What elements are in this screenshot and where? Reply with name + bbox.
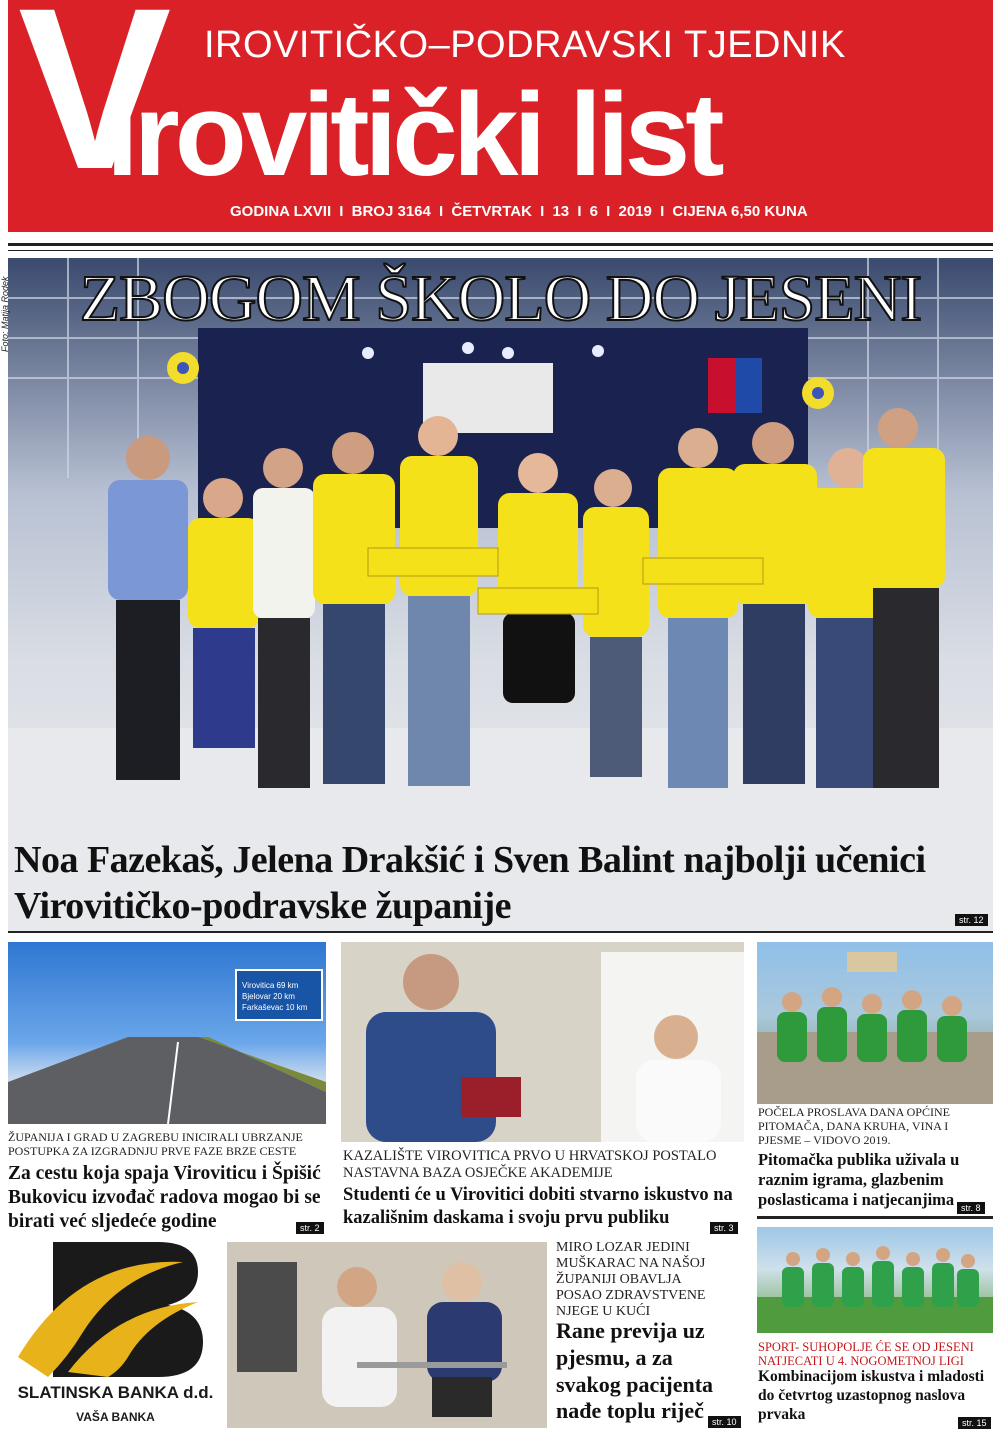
road-page-ref[interactable]: str. 2 [296,1222,324,1234]
pitomaca-photo [757,942,993,1104]
bank-logo [8,1237,223,1382]
road-kicker: ŽUPANIJA I GRAD U ZAGREBU INICIRALI UBRZANJE POSTUPKA ZA IZGRADNJU PRVE FAZE BRZE CESTE [8,1130,303,1158]
issue-weekday: ČETVRTAK [451,203,532,220]
issue-separator: I [660,203,665,220]
issue-separator: I [439,203,444,220]
photo-credit: Foto: Matija Rodek [0,276,10,352]
road-sign-line: Bjelovar 20 km [242,992,295,1001]
hero-headline: ZBOGOM ŠKOLO DO JESENI [79,262,922,335]
bank-name: SLATINSKA BANKA d.d. [17,1383,214,1402]
bank-logo-mark [8,1237,223,1382]
road-title[interactable]: Za cestu koja spaja Viroviticu i Špišić Bukovicu izvođač radova mogao bi se birati već sljedeće godine [8,1163,321,1232]
issue-price: CIJENA 6,50 KUNA [672,203,808,220]
masthead-subtitle: IROVITIČKO–PODRAVSKI TJEDNIK [204,24,846,66]
issue-month: 6 [589,203,598,220]
issue-separator: I [540,203,545,220]
hero-photo [8,258,993,931]
issue-year: GODINA LXVII [230,203,332,220]
masthead-rule [8,243,993,246]
sport-page-ref[interactable]: str. 15 [958,1417,991,1429]
nurse-kicker: MIRO LOZAR JEDINI MUŠKARAC NA NAŠOJ ŽUPANIJI OBAVLJA POSAO ZDRAVSTVENE NJEGE U KUĆI [556,1240,706,1320]
issue-info [230,203,808,220]
bank-slogan: VAŠA BANKA [76,1410,155,1424]
pitomaca-title[interactable]: Pitomačka publika uživala u raznim igrama, glazbenim poslasticama i natjecanjima [758,1150,960,1210]
road-sign-line: Farkaševac 10 km [242,1003,308,1012]
issue-year-number: 2019 [618,203,652,220]
hero-illustration [8,258,993,931]
sport-kicker-text: SUHOPOLJE ĆE SE OD JESENI NATJECATI U 4. NOGOMETNOJ LIGI [758,1340,974,1369]
masthead-rule-thin [8,250,993,251]
sport-illustration [757,1227,993,1333]
theatre-kicker: KAZALIŠTE VIROVITICA PRVO U HRVATSKOJ POSTALO NASTAVNA BAZA OSJEČKE AKADEMIJE [343,1148,717,1181]
theatre-photo [341,942,744,1142]
nurse-photo [227,1242,547,1428]
issue-separator: I [606,203,611,220]
masthead-title: irovitički list [106,69,720,201]
right-column-divider [757,1216,993,1219]
masthead-initial: V [18,0,164,217]
road-illustration [8,942,326,1124]
issue-separator: I [577,203,582,220]
pitomaca-page-ref[interactable]: str. 8 [957,1202,985,1214]
nurse-illustration [227,1242,547,1428]
road-sign-line: Virovitica 69 km [242,981,299,990]
pitomaca-illustration [757,942,993,1104]
section-divider [8,931,993,933]
issue-separator: I [339,203,344,220]
pitomaca-kicker: POČELA PROSLAVA DANA OPĆINE PITOMAČA, DANA KRUHA, VINA I PJESME – VIDOVO 2019. [758,1105,950,1147]
theatre-page-ref[interactable]: str. 3 [710,1222,738,1234]
road-photo [8,942,326,1124]
lead-page-ref[interactable]: str. 12 [955,914,988,926]
sport-section-label: SPORT- [758,1340,800,1354]
nurse-page-ref[interactable]: str. 10 [708,1416,741,1428]
sport-kicker [758,1340,993,1369]
theatre-illustration [341,942,744,1142]
theatre-title[interactable]: Studenti će u Virovitici dobiti stvarno iskustvo na kazališnim daskama i svoju prvu publiku [343,1185,733,1228]
masthead [8,0,993,232]
lead-story-title[interactable]: Noa Fazekaš, Jelena Drakšić i Sven Balint najbolji učenici Virovitičko-podravske županije [14,839,926,927]
issue-number: BROJ 3164 [351,203,431,220]
sport-photo [757,1227,993,1333]
sport-title[interactable]: Kombinacijom iskustva i mladosti do četvrtog uzastopnog naslova prvaka [758,1368,985,1423]
road-sign [242,980,307,1013]
nurse-title[interactable]: Rane previja uz pjesmu, a za svakog pacijenta nađe toplu riječ [556,1318,714,1424]
issue-day: 13 [552,203,570,220]
